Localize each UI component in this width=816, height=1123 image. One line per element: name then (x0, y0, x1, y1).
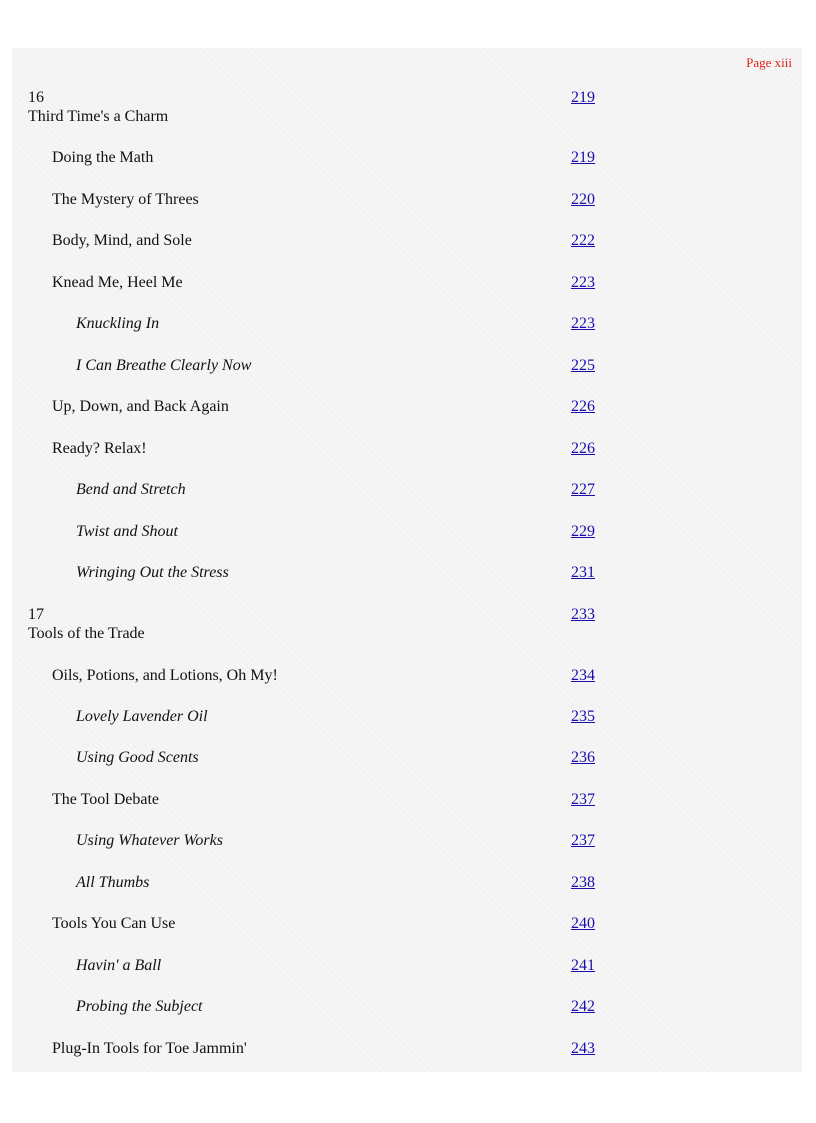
section-title: Tools You Can Use (52, 915, 176, 932)
section-title: Plug-In Tools for Toe Jammin' (52, 1040, 247, 1057)
page-link[interactable]: 237 (571, 832, 595, 849)
chapter-heading (28, 605, 145, 643)
chapter-number: 17 (28, 606, 44, 623)
section-title: Knead Me, Heel Me (52, 274, 183, 291)
section-title: Body, Mind, and Sole (52, 232, 192, 249)
page-link[interactable]: 231 (571, 564, 595, 581)
page-link[interactable]: 238 (571, 874, 595, 891)
page-link[interactable]: 229 (571, 523, 595, 540)
subsection-title: Probing the Subject (76, 998, 203, 1015)
page-link[interactable]: 233 (571, 606, 595, 623)
page-link[interactable]: 227 (571, 481, 595, 498)
page-link[interactable]: 237 (571, 791, 595, 808)
section-title: Doing the Math (52, 149, 154, 166)
page-link[interactable]: 241 (571, 957, 595, 974)
section-title: Oils, Potions, and Lotions, Oh My! (52, 667, 278, 684)
subsection-title: Knuckling In (76, 315, 160, 332)
subsection-title: Twist and Shout (76, 523, 178, 540)
page-link[interactable]: 222 (571, 232, 595, 249)
page-link[interactable]: 235 (571, 708, 595, 725)
page-link[interactable]: 236 (571, 749, 595, 766)
page-link[interactable]: 226 (571, 398, 595, 415)
chapter-title: Third Time's a Charm (28, 108, 169, 125)
section-title: Ready? Relax! (52, 440, 147, 457)
chapter-heading (28, 88, 168, 126)
subsection-title: Using Whatever Works (76, 832, 223, 849)
page-link[interactable]: 226 (571, 440, 595, 457)
page-link[interactable]: 219 (571, 149, 595, 166)
chapter-number: 16 (28, 89, 44, 106)
subsection-title: Wringing Out the Stress (76, 564, 229, 581)
page-number-label: Page xiii (746, 55, 792, 70)
subsection-title: Lovely Lavender Oil (76, 708, 208, 725)
subsection-title: Havin' a Ball (76, 957, 162, 974)
chapter-title: Tools of the Trade (28, 625, 145, 642)
section-title: The Tool Debate (52, 791, 159, 808)
page-link[interactable]: 223 (571, 315, 595, 332)
page-link[interactable]: 223 (571, 274, 595, 291)
page-link[interactable]: 240 (571, 915, 595, 932)
page-link[interactable]: 242 (571, 998, 595, 1015)
page-link[interactable]: 225 (571, 357, 595, 374)
section-title: The Mystery of Threes (52, 191, 199, 208)
subsection-title: I Can Breathe Clearly Now (76, 357, 252, 374)
subsection-title: Using Good Scents (76, 749, 199, 766)
page-link[interactable]: 219 (571, 89, 595, 106)
subsection-title: All Thumbs (76, 874, 150, 891)
section-title: Up, Down, and Back Again (52, 398, 229, 415)
page-link[interactable]: 220 (571, 191, 595, 208)
subsection-title: Bend and Stretch (76, 481, 186, 498)
page-link[interactable]: 243 (571, 1040, 595, 1057)
page-link[interactable]: 234 (571, 667, 595, 684)
